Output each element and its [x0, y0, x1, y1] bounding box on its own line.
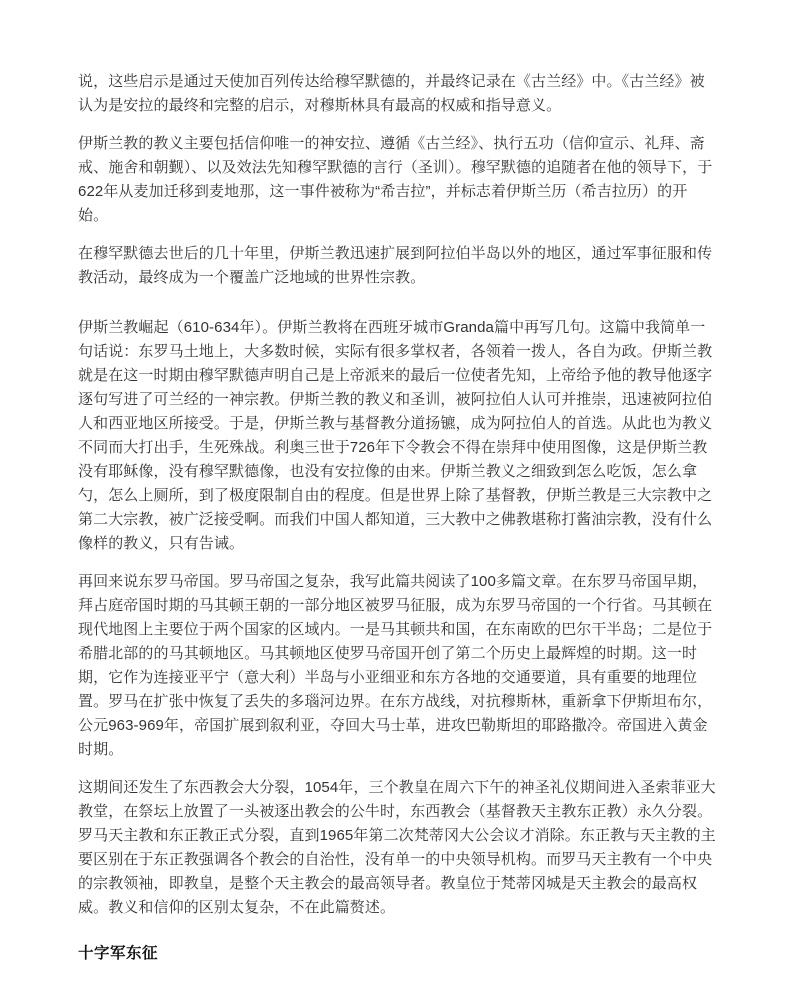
article-paragraph-east-roman-empire: 再回来说东罗马帝国。罗马帝国之复杂，我写此篇共阅读了100多篇文章。在东罗马帝国早期，拜占庭帝国时期的马其顿王朝的一部分地区被罗马征服，成为东罗马帝国的一个行省。马其顿在现代地图上主要位于两个国家的区域内。一是马其顿共和国，在东南欧的巴尔干半岛；二是位于希腊北部的的马其顿地区。马其顿地区使罗马帝国开创了第二个历史上最辉煌的时期。这一时期，它作为连接亚平宁（意大利）半岛与小亚细亚和东方各地的交通要道，具有重要的地理位置。罗马在扩张中恢复了丢失的多瑙河边界。在东方战线，对抗穆斯林，重新拿下伊斯坦布尔，公元963-969年，帝国扩展到叙利亚，夺回大马士革，进攻巴勒斯坦的耶路撒冷。帝国进入黄金时期。: [78, 573, 713, 758]
article-paragraph-great-schism: 这期间还发生了东西教会大分裂，1054年，三个教皇在周六下午的神圣礼仪期间进入圣索菲亚大教堂，在祭坛上放置了一头被逐出教会的公牛时，东西教会（基督教天主教东正教）永久分裂。罗马天主教和东正教正式分裂，直到1965年第二次梵蒂冈大公会议才消除。东正教与天主教的主要区别在于东正教强调各个教会的自治性，没有单一的中央领导机构。而罗马天主教有一个中央的宗教领袖，即教皇，是整个天主教会的最高领导者。教皇位于梵蒂冈城是天主教会的最高权威。教义和信仰的区别太复杂，不在此篇赘述。: [78, 779, 716, 916]
article-body: [78, 70, 716, 966]
article-paragraph-quran-revelation: 说，这些启示是通过天使加百列传达给穆罕默德的，并最终记录在《古兰经》中。《古兰经》被认为是安拉的最终和完整的启示，对穆斯林具有最高的权威和指导意义。: [78, 73, 705, 114]
article-paragraph-islam-doctrine: 伊斯兰教的教义主要包括信仰唯一的神安拉、遵循《古兰经》、执行五功（信仰宣示、礼拜、斋戒、施舍和朝觐）、以及效法先知穆罕默德的言行（圣训）。穆罕默德的追随者在他的领导下，于622年从麦加迁移到麦地那，这一事件被称为“希吉拉”，并标志着伊斯兰历（希吉拉历）的开始。: [78, 135, 713, 224]
article-paragraph-islam-expansion: 在穆罕默德去世后的几十年里，伊斯兰教迅速扩展到阿拉伯半岛以外的地区，通过军事征服和传教活动，最终成为一个覆盖广泛地域的世界性宗教。: [78, 245, 713, 286]
section-heading-crusades: 十字军东征: [78, 945, 159, 962]
article-paragraph-islam-rise: 伊斯兰教崛起（610-634年）。伊斯兰教将在西班牙城市Granda篇中再写几句。这篇中我简单一句话说：东罗马土地上，大多数时候，实际有很多掌权者，各领着一拨人，各自为政。伊斯兰教就是在这一时期由穆罕默德声明自己是上帝派来的最后一位使者先知，上帝给予他的教导他逐字逐句写进了可兰经的一神宗教。伊斯兰教的教义和圣训，被阿拉伯人认可并推崇，迅速被阿拉伯人和西亚地区所接受。于是，伊斯兰教与基督教分道扬镳，成为阿拉伯人的首选。从此也为教义不同而大打出手，生死殊战。利奥三世于726年下令教会不得在崇拜中使用图像，这是伊斯兰教没有耶稣像，没有穆罕默德像，也没有安拉像的由来。伊斯兰教义之细致到怎么吃饭，怎么拿勺，怎么上厕所，到了极度限制自由的程度。但是世界上除了基督教，伊斯兰教是三大宗教中之第二大宗教，被广泛接受啊。而我们中国人都知道，三大教中之佛教堪称打酱油宗教，没有什么像样的教义，只有告诫。: [78, 319, 713, 552]
